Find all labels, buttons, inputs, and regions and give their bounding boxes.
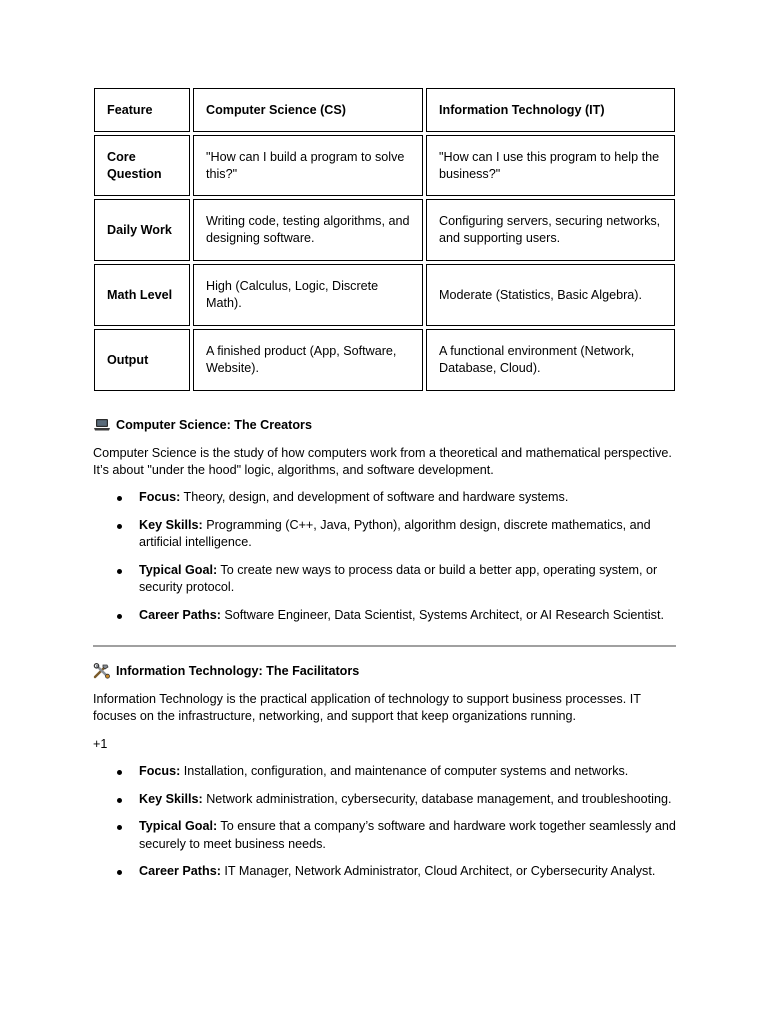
table-cell: High (Calculus, Logic, Discrete Math).	[193, 264, 423, 326]
list-item	[93, 517, 683, 552]
bullet-text: IT Manager, Network Administrator, Cloud Architect, or Cybersecurity Analyst.	[220, 864, 656, 878]
bullet-text: To create new ways to process data or build a better app, operating system, or security protocol.	[139, 562, 658, 594]
bullet-icon	[117, 870, 122, 875]
it-section	[93, 662, 683, 891]
bullet-icon	[117, 825, 122, 830]
bullet-text: Software Engineer, Data Scientist, Systems Architect, or AI Research Scientist.	[220, 607, 664, 622]
cs-title: Computer Science: The Creators	[116, 418, 312, 432]
list-item	[93, 562, 683, 597]
table-header-it: Information Technology (IT)	[426, 88, 675, 132]
cs-intro: Computer Science is the study of how computers work from a theoretical and mathematical perspective. It’s about "under the hood" logic, algorithms, and software development.	[93, 446, 672, 477]
bullet-text: Network administration, cybersecurity, database management, and troubleshooting.	[202, 791, 672, 806]
table-row-label: Daily Work	[94, 199, 190, 261]
list-item	[93, 489, 683, 507]
bullet-lead: Career Paths:	[139, 607, 221, 622]
bullet-lead: Key Skills:	[139, 517, 203, 532]
bullet-text: Theory, design, and development of software and hardware systems.	[180, 490, 569, 504]
cs-heading	[93, 416, 683, 434]
cs-bullet-list	[93, 489, 683, 624]
bullet-icon	[117, 770, 122, 775]
bullet-icon	[117, 798, 122, 803]
bullet-icon	[117, 496, 122, 501]
list-item	[93, 607, 683, 625]
bullet-text: To ensure that a company’s software and hardware work together seamlessly and securely to meet business needs.	[139, 819, 676, 851]
bullet-icon	[117, 524, 122, 529]
it-heading	[93, 662, 683, 680]
bullet-lead: Career Paths:	[139, 864, 221, 878]
list-item	[93, 763, 683, 781]
table-row-label: Math Level	[94, 264, 190, 326]
bullet-text: Programming (C++, Java, Python), algorithm design, discrete mathematics, and artificial intelligence.	[139, 517, 651, 549]
table-cell: A functional environment (Network, Database, Cloud).	[426, 329, 675, 391]
bullet-lead: Key Skills:	[139, 791, 203, 806]
table-cell: "How can I use this program to help the business?"	[426, 135, 675, 196]
table-cell: A finished product (App, Software, Website).	[193, 329, 423, 391]
table-cell: Configuring servers, securing networks, and supporting users.	[426, 199, 675, 261]
table-cell: Moderate (Statistics, Basic Algebra).	[426, 264, 675, 326]
comparison-table	[94, 88, 675, 391]
table-header-cs: Computer Science (CS)	[193, 88, 423, 132]
bullet-lead: Focus:	[139, 490, 181, 504]
bullet-icon	[117, 614, 122, 619]
plus-one-label: +1	[93, 737, 108, 751]
bullet-text: Installation, configuration, and maintenance of computer systems and networks.	[180, 764, 629, 778]
it-title: Information Technology: The Facilitators	[116, 664, 360, 678]
list-item	[93, 863, 683, 881]
bullet-icon	[117, 569, 122, 574]
laptop-icon	[93, 417, 111, 433]
bullet-lead: Typical Goal:	[139, 819, 218, 833]
table-cell: "How can I build a program to solve this?"	[193, 135, 423, 196]
table-header-feature: Feature	[94, 88, 190, 132]
bullet-lead: Typical Goal:	[139, 562, 218, 577]
tools-icon	[93, 663, 111, 679]
table-row-label: Output	[94, 329, 190, 391]
list-item	[93, 818, 683, 853]
it-intro: Information Technology is the practical application of technology to support business processes. IT focuses on the infrastructure, networking, and support that keep organizations running.	[93, 692, 641, 723]
table-row-label: Core Question	[94, 135, 190, 196]
cs-section	[93, 416, 683, 634]
bullet-lead: Focus:	[139, 764, 181, 778]
list-item	[93, 791, 683, 809]
horizontal-divider	[93, 645, 676, 647]
table-cell: Writing code, testing algorithms, and designing software.	[193, 199, 423, 261]
it-bullet-list	[93, 763, 683, 881]
